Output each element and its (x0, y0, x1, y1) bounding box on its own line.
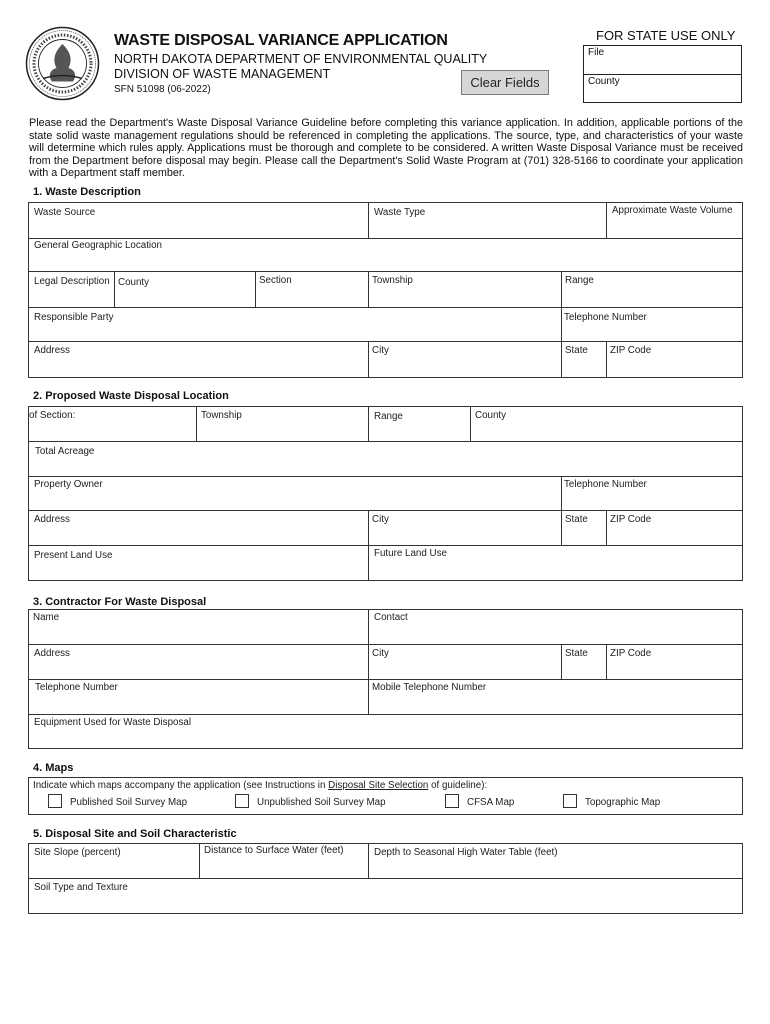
contractor-telephone-field[interactable]: Telephone Number (35, 682, 118, 693)
total-acreage-field[interactable]: Total Acreage (35, 446, 95, 457)
divider (28, 271, 743, 272)
section-5-title: 5. Disposal Site and Soil Characteristic (33, 828, 237, 840)
divider (368, 341, 369, 378)
divider (368, 202, 369, 238)
contractor-contact-field[interactable]: Contact (374, 612, 408, 623)
future-land-use-field[interactable]: Future Land Use (374, 548, 447, 559)
divider (199, 843, 200, 878)
clear-fields-button[interactable]: Clear Fields (461, 70, 549, 95)
divider (114, 271, 115, 307)
loc-township-field[interactable]: Township (201, 410, 242, 421)
form-title: WASTE DISPOSAL VARIANCE APPLICATION (114, 32, 448, 49)
present-land-use-field[interactable]: Present Land Use (34, 550, 113, 561)
city-field[interactable]: City (372, 345, 389, 356)
maps-instruction-end: of guideline): (428, 780, 488, 791)
unpublished-soil-label: Unpublished Soil Survey Map (257, 797, 386, 808)
divider (368, 609, 369, 714)
divider (196, 406, 197, 441)
legal-county-field[interactable]: County (118, 277, 150, 288)
township-field[interactable]: Township (372, 275, 413, 286)
zip-field[interactable]: ZIP Code (610, 345, 652, 356)
maps-instruction-text: Indicate which maps accompany the application (see Instructions in (33, 780, 329, 791)
divider (561, 644, 562, 679)
divider (561, 510, 562, 545)
state-county-field[interactable] (584, 74, 741, 102)
state-seal-logo (25, 26, 100, 101)
section-1-title: 1. Waste Description (33, 186, 141, 198)
divider (606, 510, 607, 545)
divider (28, 545, 743, 546)
section-3-title: 3. Contractor For Waste Disposal (33, 596, 207, 608)
divider (368, 271, 369, 307)
address-field[interactable]: Address (34, 345, 70, 356)
loc-county-field[interactable]: County (475, 410, 507, 421)
distance-water-field[interactable]: Distance to Surface Water (feet) (204, 845, 344, 856)
divider (368, 406, 369, 441)
divider (28, 878, 743, 879)
topographic-map-label: Topographic Map (585, 797, 661, 808)
loc-range-field[interactable]: Range (374, 411, 403, 422)
owner-city-field[interactable]: City (372, 514, 389, 525)
soil-type-field[interactable]: Soil Type and Texture (34, 882, 128, 893)
file-field[interactable] (584, 46, 741, 74)
divider (28, 441, 743, 442)
owner-state-field[interactable]: State (565, 514, 588, 525)
topographic-map-checkbox[interactable] (563, 794, 577, 808)
divider (28, 679, 743, 680)
waste-source-field[interactable]: Waste Source (34, 207, 96, 218)
cfsa-map-checkbox[interactable] (445, 794, 459, 808)
disposal-site-selection-link[interactable]: Disposal Site Selection (328, 780, 429, 791)
intro-paragraph: Please read the Department's Waste Disposal Variance Guideline before completing this variance application. In addition, applicable portions of the state solid waste management regulations should be referenced in completing the applications. The source, type, and characteristics of your waste will determine which rules apply. Applications must be thorough and complete to be considered. A written Waste Disposal Variance must be received from the Department before disposal may begin. Please call the Department's Solid Waste Program at (701) 328-5166 to coordinate your application with a Department staff member. (29, 117, 743, 180)
divider (255, 271, 256, 307)
state-use-box (583, 45, 742, 103)
divider (28, 644, 743, 645)
divider (368, 545, 369, 581)
owner-telephone-field[interactable]: Telephone Number (564, 479, 647, 490)
owner-zip-field[interactable]: ZIP Code (610, 514, 652, 525)
county-label: County (588, 76, 620, 87)
divider (28, 510, 743, 511)
division-name: DIVISION OF WASTE MANAGEMENT (114, 67, 331, 81)
contractor-zip-field[interactable]: ZIP Code (610, 648, 652, 659)
divider (28, 714, 743, 715)
divider (561, 307, 562, 341)
file-label: File (588, 47, 605, 58)
state-field[interactable]: State (565, 345, 588, 356)
owner-address-field[interactable]: Address (34, 514, 70, 525)
of-section-field[interactable]: of Section: (29, 410, 76, 421)
responsible-party-field[interactable]: Responsible Party (34, 312, 114, 323)
approx-volume-field[interactable]: Approximate Waste Volume (612, 205, 733, 216)
section-4-title: 4. Maps (33, 762, 74, 774)
waste-type-field[interactable]: Waste Type (374, 207, 426, 218)
divider (368, 510, 369, 545)
site-slope-field[interactable]: Site Slope (percent) (34, 847, 121, 858)
divider (606, 341, 607, 378)
divider (28, 307, 743, 308)
depth-water-table-field[interactable]: Depth to Seasonal High Water Table (feet) (374, 847, 558, 858)
contractor-address-field[interactable]: Address (34, 648, 70, 659)
unpublished-soil-checkbox[interactable] (235, 794, 249, 808)
equipment-field[interactable]: Equipment Used for Waste Disposal (34, 717, 191, 728)
section-2-title: 2. Proposed Waste Disposal Location (33, 390, 229, 402)
divider (606, 644, 607, 679)
department-name: NORTH DAKOTA DEPARTMENT OF ENVIRONMENTAL QUALITY (114, 52, 488, 66)
divider (561, 271, 562, 307)
contractor-mobile-field[interactable]: Mobile Telephone Number (372, 682, 487, 693)
divider (28, 476, 743, 477)
property-owner-field[interactable]: Property Owner (34, 479, 103, 490)
divider (561, 341, 562, 378)
form-number: SFN 51098 (06-2022) (114, 84, 211, 95)
telephone-field[interactable]: Telephone Number (564, 312, 647, 323)
divider (368, 843, 369, 878)
divider (28, 238, 743, 239)
contractor-name-field[interactable]: Name (33, 612, 60, 623)
maps-instruction (33, 780, 487, 791)
section-field[interactable]: Section (259, 275, 292, 286)
divider (606, 202, 607, 238)
contractor-city-field[interactable]: City (372, 648, 389, 659)
divider (28, 341, 743, 342)
contractor-state-field[interactable]: State (565, 648, 588, 659)
geo-location-field[interactable]: General Geographic Location (34, 240, 162, 251)
state-use-title: FOR STATE USE ONLY (596, 28, 736, 43)
divider (470, 406, 471, 441)
range-field[interactable]: Range (565, 275, 594, 286)
published-soil-label: Published Soil Survey Map (70, 797, 188, 808)
divider (561, 476, 562, 510)
legal-description-label: Legal Description (34, 276, 110, 287)
cfsa-map-label: CFSA Map (467, 797, 515, 808)
published-soil-checkbox[interactable] (48, 794, 62, 808)
